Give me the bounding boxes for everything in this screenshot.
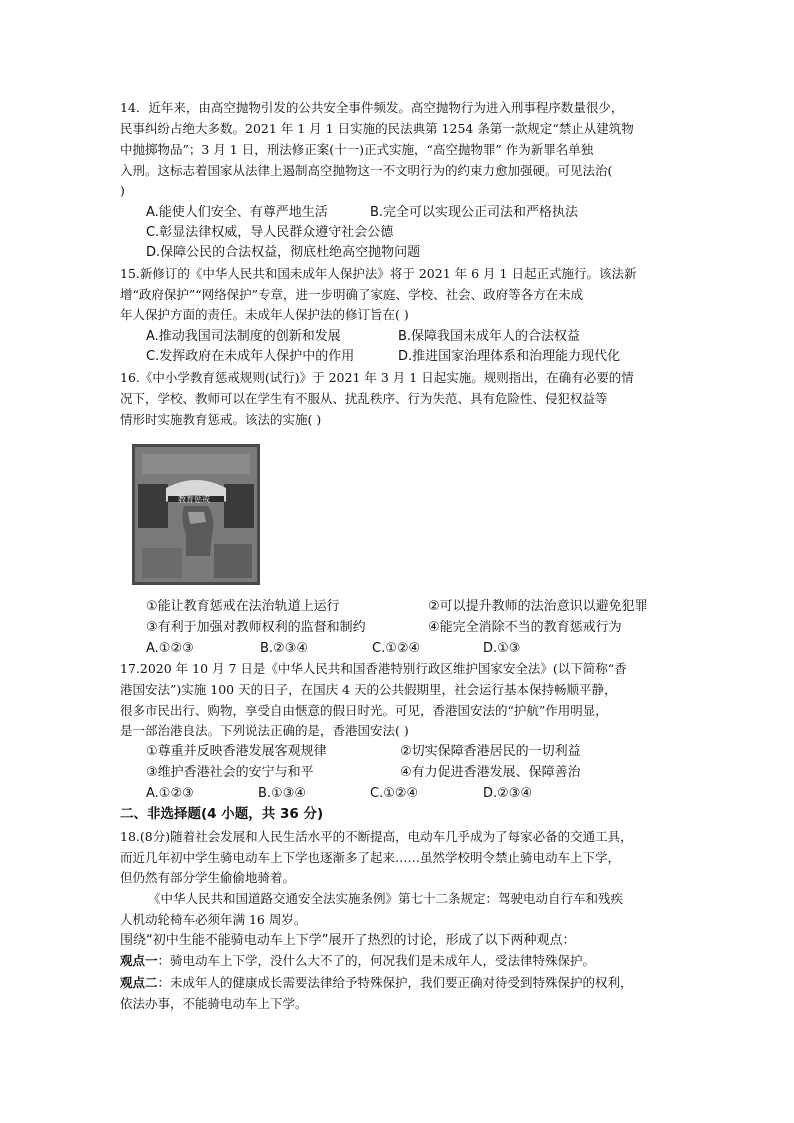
- q14-option-d: D.保障公民的合法权益，彻底杜绝高空抛物问题: [146, 245, 421, 260]
- q14-option-c: C.彰显法律权威，导人民群众遵守社会公德: [146, 225, 394, 240]
- q18-discussion: 围绕“初中生能不能骑电动车上下学”展开了热烈的讨论，形成了以下两种观点：: [120, 933, 576, 948]
- q15-option-a: A.推动我国司法制度的创新和发展: [146, 329, 341, 344]
- q18-view-2-text-2: 依法办事，不能骑电动车上下学。: [120, 996, 308, 1011]
- q14-line-4: 入刑。这标志着国家从法律上遏制高空抛物这一不文明行为的约束力愈加强硬。可见法治(: [120, 163, 613, 178]
- q16-cartoon-label: 教育惩戒: [178, 495, 210, 504]
- section-2-header: 二、非选择题(4 小题，共 36 分): [120, 806, 324, 822]
- q17-statement-4: ④有力促进香港发展、保障善治: [400, 765, 581, 780]
- q18-view-2-text-1: ：未成年人的健康成长需要法律给予特殊保护，我们要正确对待受到特殊保护的权利，: [157, 975, 633, 990]
- q17-line-4: 是一部治港良法。下列说法正确的是，香港国安法( ): [120, 723, 409, 738]
- q18-view-2-label: 观点二: [120, 975, 158, 990]
- q18-law-line-2: 人机动轮椅车必须年满 16 周岁。: [120, 912, 307, 927]
- q16-statement-1: ①能让教育惩戒在法治轨道上运行: [146, 599, 340, 614]
- q17-statement-3: ③维护香港社会的安宁与和平: [146, 765, 314, 780]
- q18-line-1: 18.(8分)随着社会发展和人民生活水平的不断提高，电动车几乎成为了每家必备的交通工具，: [120, 829, 633, 844]
- q17-line-1: 17.2020 年 10 月 7 日是《中华人民共和国香港特别行政区维护国家安全法》(以下简称“香: [120, 661, 627, 676]
- q17-option-c: C.①②④: [370, 786, 419, 801]
- q17-option-a: A.①②③: [146, 786, 194, 801]
- q15-line-2: 增“政府保护”“网络保护”专章，进一步明确了家庭、学校、社会、政府等各方在未成: [120, 287, 584, 302]
- q17-line-3: 很多市民出行、购物，享受自由惬意的假日时光。可见，香港国安法的“护航”作用明显，: [120, 703, 608, 718]
- q14-line-2: 民事纠纷占绝大多数。2021 年 1 月 1 日实施的民法典第 1254 条第一款规定“禁止从建筑物: [120, 121, 634, 136]
- q18-view-2: [120, 975, 633, 991]
- q16-option-b: B.②③④: [260, 641, 309, 656]
- q18-view-1: [120, 953, 595, 969]
- q18-line-2: 而近几年初中学生骑电动车上下学也逐渐多了起来……虽然学校明令禁止骑电动车上下学，: [120, 850, 621, 865]
- q15-option-d: D.推进国家治理体系和治理能力现代化: [398, 349, 621, 364]
- q16-cartoon-svg: [132, 444, 260, 585]
- q17-line-2: 港国安法”)实施 100 天的日子，在国庆 4 天的公共假期里，社会运行基本保持畅顺平静，: [120, 682, 617, 697]
- q16-line-1: 16.《中小学教育惩戒规则(试行)》于 2021 年 3 月 1 日起实施。规则指出，在确有必要的情: [120, 370, 634, 385]
- q17-statement-2: ②切实保障香港居民的一切利益: [400, 744, 581, 759]
- q14-line-1: 14．近年来，由高空抛物引发的公共安全事件频发。高空抛物行为进入刑事程序数量很少，: [120, 100, 624, 115]
- q14-line-3: 中抛掷物品”；3 月 1 日，刑法修正案(十一)正式实施，“高空抛物罪” 作为新罪名单独: [120, 142, 594, 157]
- q18-line-3: 但仍然有部分学生偷偷地骑着。: [120, 870, 296, 885]
- q14-option-a: A.能使人们安全、有尊严地生活: [146, 205, 328, 220]
- q18-view-1-label: 观点一: [120, 953, 158, 968]
- q18-view-1-text: ：骑电动车上下学，没什么大不了的，何况我们是未成年人，受法律特殊保护。: [157, 953, 596, 968]
- q16-cartoon-figure: [132, 444, 260, 585]
- q18-law-line-1: 《中华人民共和国道路交通安全法实施条例》第七十二条规定：驾驶电动自行车和残疾: [148, 891, 624, 906]
- q17-statement-1: ①尊重并反映香港发展客观规律: [146, 744, 327, 759]
- q16-line-2: 况下，学校、教师可以在学生有不服从、扰乱秩序、行为失范、具有危险性、侵犯权益等: [120, 391, 608, 406]
- q15-line-1: 15.新修订的《中华人民共和国未成年人保护法》将于 2021 年 6 月 1 日起正式施行。该法新: [120, 266, 637, 281]
- q14-line-5: ): [120, 183, 125, 198]
- q17-option-b: B.①③④: [258, 786, 307, 801]
- q16-option-d: D.①③: [483, 641, 521, 656]
- q16-option-a: A.①②③: [146, 641, 194, 656]
- q16-statement-2: ②可以提升教师的法治意识以避免犯罪: [428, 599, 648, 614]
- q16-line-3: 情形时实施教育惩戒。该法的实施( ): [120, 412, 322, 427]
- q15-line-3: 年人保护方面的责任。未成年人保护法的修订旨在( ): [120, 307, 409, 322]
- q16-statement-3: ③有利于加强对教师权利的监督和制约: [146, 620, 366, 635]
- q16-statement-4: ④能完全消除不当的教育惩戒行为: [428, 620, 622, 635]
- q16-option-c: C.①②④: [372, 641, 421, 656]
- q17-option-d: D.②③④: [483, 786, 533, 801]
- q15-option-b: B.保障我国未成年人的合法权益: [398, 329, 581, 344]
- q15-option-c: C.发挥政府在未成年人保护中的作用: [146, 349, 355, 364]
- q14-option-b: B.完全可以实现公正司法和严格执法: [370, 205, 579, 220]
